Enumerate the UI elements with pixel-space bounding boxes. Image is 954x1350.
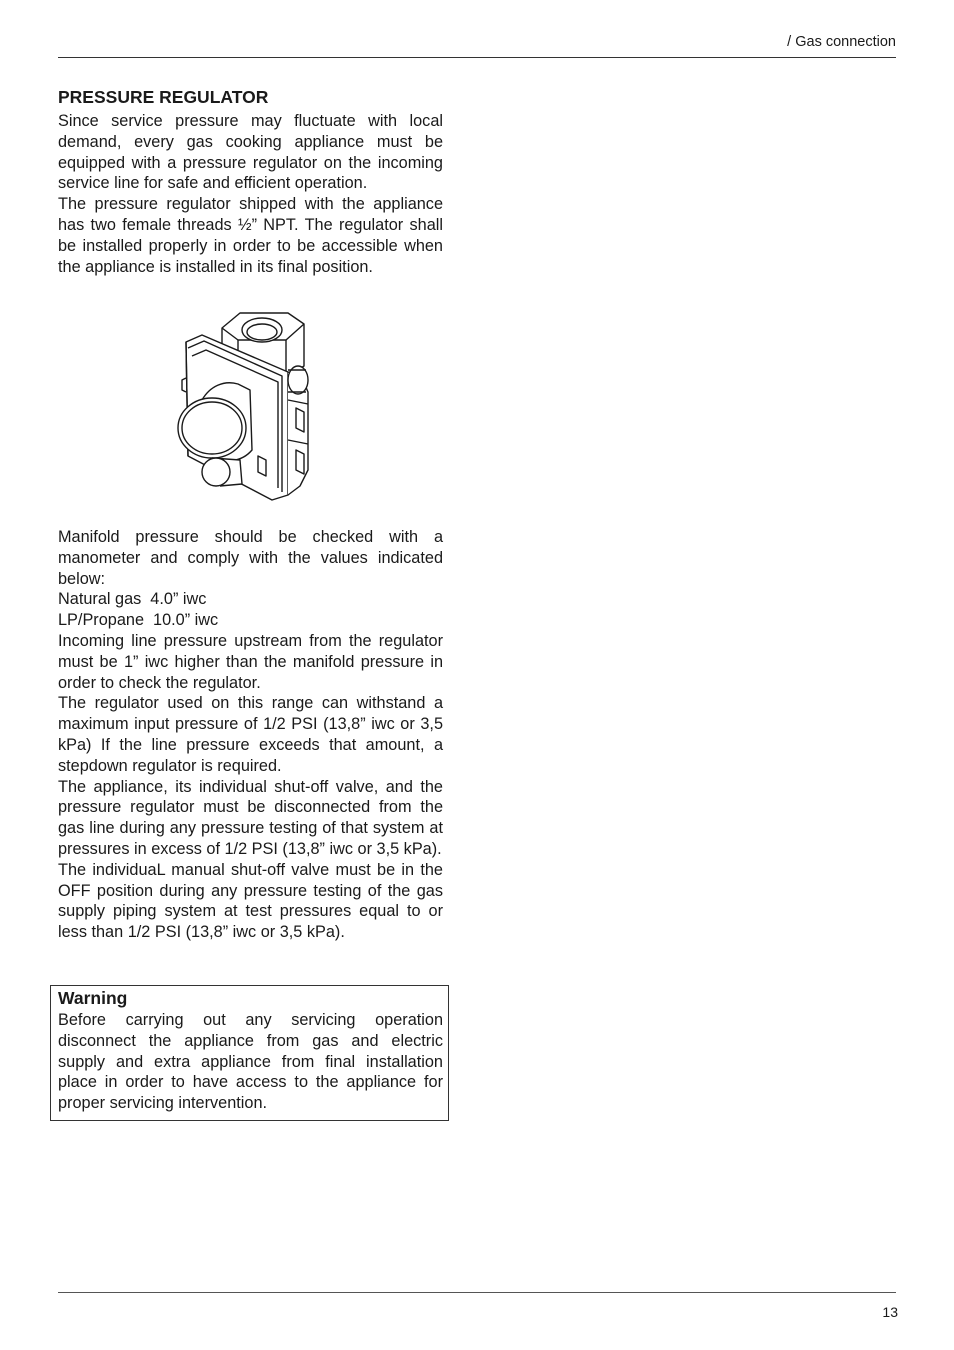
intro-paragraph-2: The pressure regulator shipped with the appliance has two female threads ½” NPT. The regulator shall be installed properly in order to be accessible when the appliance is installed in its final position. — [58, 195, 443, 276]
manifold-intro: Manifold pressure should be checked with a manometer and comply with the values indicated below: — [58, 528, 443, 588]
warning-box — [50, 985, 449, 1121]
disconnect-paragraph: The appliance, its individual shut-off valve, and the pressure regulator must be disconnected from the gas line during any pressure testing of that system at pressures in excess of 1/2 PSI (13,8” iwc or 3,5 kPa). — [58, 777, 443, 858]
header-rule — [58, 57, 896, 58]
max-input-paragraph: The regulator used on this range can withstand a maximum input pressure of 1/2 PSI (13,8” iwc or 3,5 kPa) If the line pressure exceeds that amount, a stepdown regulator is required. — [58, 694, 443, 775]
page-number: 13 — [882, 1304, 898, 1320]
warning-title: Warning — [58, 988, 128, 1008]
manifold-text — [58, 527, 443, 943]
lp-propane-value: LP/Propane 10.0” iwc — [58, 611, 219, 630]
pressure-regulator-illustration — [160, 300, 330, 510]
intro-text — [58, 111, 443, 277]
incoming-pressure-paragraph: Incoming line pressure upstream from the regulator must be 1” iwc higher than the manifold pressure in order to check the regulator. — [58, 631, 443, 692]
header-section-label: / Gas connection — [787, 34, 896, 50]
section-title: PRESSURE REGULATOR — [58, 87, 269, 107]
warning-text: Before carrying out any servicing operation disconnect the appliance from gas and electric supply and extra appliance from final installation place in order to have access to the appliance for proper servicing intervention. — [58, 1011, 443, 1113]
footer-rule — [58, 1292, 896, 1293]
natural-gas-value: Natural gas 4.0” iwc — [58, 590, 207, 609]
shutoff-paragraph: The individuaL manual shut-off valve must be in the OFF position during any pressure testing of the gas supply piping system at test pressures equal to or less than 1/2 PSI (13,8” iwc or 3,5 kPa). — [58, 860, 443, 942]
intro-paragraph-1: Since service pressure may fluctuate with local demand, every gas cooking appliance must be equipped with a pressure regulator on the incoming service line for safe and efficient operation. — [58, 112, 443, 193]
